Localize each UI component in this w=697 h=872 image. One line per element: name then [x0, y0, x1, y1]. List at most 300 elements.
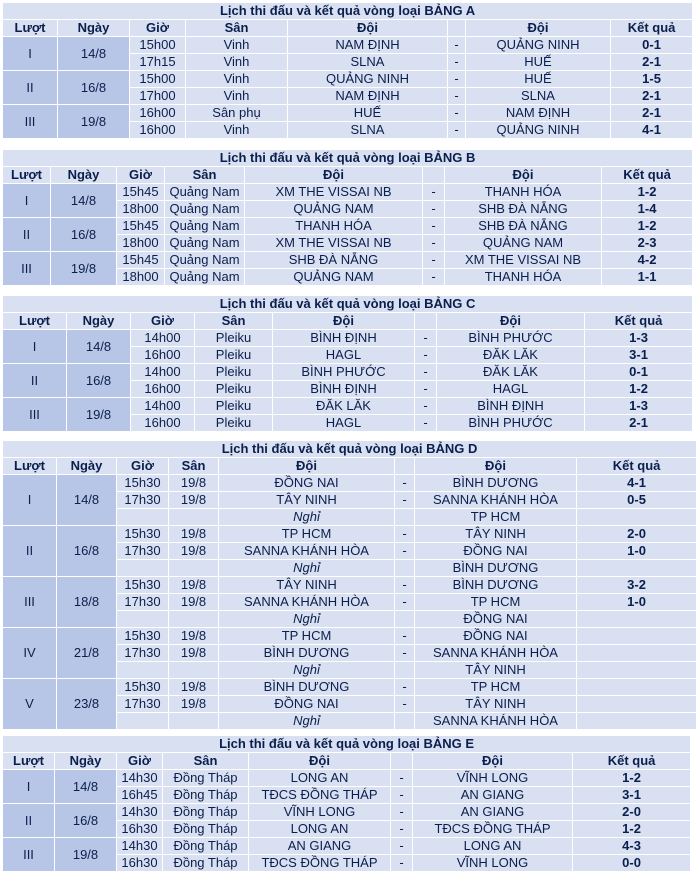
away-team-cell: ĐĂK LĂK	[437, 347, 585, 364]
dash-cell: -	[448, 122, 466, 139]
dash-cell: -	[395, 526, 415, 543]
header-row	[3, 20, 693, 37]
dash-cell	[395, 662, 415, 679]
time-cell: 14h30	[117, 804, 163, 821]
time-cell: 14h00	[131, 398, 195, 415]
result-cell: 4-1	[611, 122, 693, 139]
home-team-cell: HUẾ	[288, 105, 448, 122]
away-team-cell: ĐĂK LĂK	[437, 364, 585, 381]
away-team-cell: BÌNH ĐỊNH	[437, 398, 585, 415]
header-venue: Sân	[165, 167, 245, 184]
date-cell: 16/8	[67, 364, 131, 398]
away-team-cell: ĐỒNG NAI	[415, 611, 577, 628]
time-cell	[117, 611, 169, 628]
result-cell: 1-2	[573, 770, 691, 787]
away-team-cell: SHB ĐÀ NẴNG	[445, 218, 602, 235]
header-time: Giờ	[130, 20, 186, 37]
header-result: Kết quả	[577, 458, 697, 475]
time-cell: 18h00	[117, 201, 165, 218]
dash-cell: -	[391, 787, 413, 804]
group-title-row	[3, 3, 693, 20]
result-cell	[577, 611, 697, 628]
venue-cell: 19/8	[169, 696, 219, 713]
result-cell: 0-1	[611, 37, 693, 54]
result-cell: 2-1	[611, 88, 693, 105]
dash-cell: -	[395, 645, 415, 662]
header-row	[3, 753, 691, 770]
header-time: Giờ	[131, 313, 195, 330]
header-date: Ngày	[58, 20, 130, 37]
date-cell: 19/8	[58, 105, 130, 139]
time-cell: 14h30	[117, 838, 163, 855]
header-dash	[391, 753, 413, 770]
away-team-cell: HAGL	[437, 381, 585, 398]
home-team-cell: BÌNH ĐỊNH	[273, 330, 415, 347]
home-team-cell: ĐĂK LĂK	[273, 398, 415, 415]
result-cell: 1-3	[585, 330, 693, 347]
round-cell: III	[3, 105, 58, 139]
match-row	[3, 364, 693, 381]
venue-cell: 19/8	[169, 492, 219, 509]
away-team-cell: NAM ĐỊNH	[466, 105, 611, 122]
home-team-cell: NAM ĐỊNH	[288, 37, 448, 54]
away-team-cell: QUẢNG NINH	[466, 122, 611, 139]
group-table	[2, 2, 693, 139]
dash-cell: -	[391, 770, 413, 787]
dash-cell: -	[423, 235, 445, 252]
match-row	[3, 838, 691, 855]
away-team-cell: TP HCM	[415, 679, 577, 696]
date-cell: 14/8	[58, 37, 130, 71]
match-row	[3, 475, 697, 492]
away-team-cell: ĐỒNG NAI	[415, 543, 577, 560]
away-team-cell: XM THE VISSAI NB	[445, 252, 602, 269]
time-cell: 16h00	[130, 122, 186, 139]
round-cell: II	[3, 71, 58, 105]
home-team-cell: XM THE VISSAI NB	[245, 184, 423, 201]
venue-cell: Vinh	[186, 88, 288, 105]
home-team-cell: THANH HÓA	[245, 218, 423, 235]
venue-cell: Pleiku	[195, 415, 273, 432]
away-team-cell: HUẾ	[466, 54, 611, 71]
dash-cell: -	[395, 679, 415, 696]
header-team-home: Đội	[219, 458, 395, 475]
result-cell: 1-2	[602, 184, 693, 201]
dash-cell: -	[415, 364, 437, 381]
result-cell: 3-1	[585, 347, 693, 364]
venue-cell: Quảng Nam	[165, 235, 245, 252]
header-row	[3, 458, 697, 475]
home-team-cell: SHB ĐÀ NẴNG	[245, 252, 423, 269]
round-cell: I	[3, 770, 55, 804]
home-team-cell: BÌNH DƯƠNG	[219, 679, 395, 696]
group-title: Lịch thi đấu và kết quả vòng loại BẢNG D	[3, 441, 697, 458]
venue-cell: Quảng Nam	[165, 184, 245, 201]
date-cell: 16/8	[55, 804, 117, 838]
home-team-cell: QUẢNG NAM	[245, 201, 423, 218]
time-cell: 18h00	[117, 235, 165, 252]
match-row	[3, 804, 691, 821]
match-row	[3, 679, 697, 696]
venue-cell: Quảng Nam	[165, 201, 245, 218]
home-team-cell: QUẢNG NINH	[288, 71, 448, 88]
time-cell: 16h00	[131, 415, 195, 432]
group-title-row	[3, 150, 693, 167]
venue-cell: Pleiku	[195, 381, 273, 398]
header-dash	[423, 167, 445, 184]
match-row	[3, 330, 693, 347]
result-cell	[577, 713, 697, 730]
round-cell: III	[3, 252, 51, 286]
dash-cell: -	[448, 88, 466, 105]
dash-cell: -	[395, 492, 415, 509]
header-time: Giờ	[117, 458, 169, 475]
header-result: Kết quả	[573, 753, 691, 770]
venue-cell: Vinh	[186, 71, 288, 88]
time-cell: 16h30	[117, 821, 163, 838]
group-title: Lịch thi đấu và kết quả vòng loại BẢNG E	[3, 736, 691, 753]
time-cell: 15h45	[117, 184, 165, 201]
header-team-home: Đội	[249, 753, 391, 770]
header-round: Lượt	[3, 458, 57, 475]
dash-cell: -	[423, 184, 445, 201]
dash-cell: -	[391, 838, 413, 855]
header-team-away: Đội	[437, 313, 585, 330]
dash-cell: -	[395, 696, 415, 713]
result-cell: 2-1	[585, 415, 693, 432]
round-cell: III	[3, 577, 57, 628]
header-date: Ngày	[57, 458, 117, 475]
home-team-cell: Nghỉ	[219, 560, 395, 577]
result-cell: 1-1	[602, 269, 693, 286]
venue-cell: Vinh	[186, 54, 288, 71]
header-team-home: Đội	[273, 313, 415, 330]
away-team-cell: TÂY NINH	[415, 696, 577, 713]
match-row	[3, 252, 693, 269]
time-cell: 15h30	[117, 475, 169, 492]
group-title-row	[3, 736, 691, 753]
away-team-cell: TP HCM	[415, 509, 577, 526]
home-team-cell: HAGL	[273, 347, 415, 364]
date-cell: 18/8	[57, 577, 117, 628]
result-cell: 2-0	[573, 804, 691, 821]
time-cell: 16h00	[130, 105, 186, 122]
home-team-cell: TP HCM	[219, 526, 395, 543]
dash-cell: -	[395, 543, 415, 560]
venue-cell: Vinh	[186, 37, 288, 54]
result-cell	[577, 662, 697, 679]
result-cell: 0-1	[585, 364, 693, 381]
home-team-cell: ĐỒNG NAI	[219, 475, 395, 492]
dash-cell: -	[395, 628, 415, 645]
header-row	[3, 167, 693, 184]
group-table	[2, 735, 691, 872]
round-cell: I	[3, 37, 58, 71]
home-team-cell: TÂY NINH	[219, 492, 395, 509]
home-team-cell: Nghỉ	[219, 611, 395, 628]
home-team-cell: AN GIANG	[249, 838, 391, 855]
date-cell: 21/8	[57, 628, 117, 679]
header-result: Kết quả	[602, 167, 693, 184]
date-cell: 16/8	[58, 71, 130, 105]
away-team-cell: TÂY NINH	[415, 526, 577, 543]
round-cell: II	[3, 804, 55, 838]
round-cell: II	[3, 218, 51, 252]
result-cell: 1-3	[585, 398, 693, 415]
time-cell	[117, 509, 169, 526]
venue-cell: Vinh	[186, 122, 288, 139]
match-row	[3, 577, 697, 594]
venue-cell: Quảng Nam	[165, 269, 245, 286]
header-time: Giờ	[117, 167, 165, 184]
header-venue: Sân	[195, 313, 273, 330]
time-cell: 15h30	[117, 679, 169, 696]
result-cell: 2-1	[611, 105, 693, 122]
dash-cell: -	[448, 54, 466, 71]
time-cell: 16h00	[131, 381, 195, 398]
date-cell: 23/8	[57, 679, 117, 730]
group-title: Lịch thi đấu và kết quả vòng loại BẢNG C	[3, 296, 693, 313]
dash-cell: -	[395, 475, 415, 492]
group-title: Lịch thi đấu và kết quả vòng loại BẢNG A	[3, 3, 693, 20]
round-cell: I	[3, 330, 67, 364]
dash-cell	[395, 611, 415, 628]
time-cell	[117, 713, 169, 730]
home-team-cell: ĐỒNG NAI	[219, 696, 395, 713]
venue-cell: Quảng Nam	[165, 252, 245, 269]
away-team-cell: BÌNH DƯƠNG	[415, 577, 577, 594]
match-row	[3, 398, 693, 415]
venue-cell: Quảng Nam	[165, 218, 245, 235]
result-cell: 2-3	[602, 235, 693, 252]
time-cell: 16h30	[117, 855, 163, 872]
match-row	[3, 218, 693, 235]
away-team-cell: LONG AN	[413, 838, 573, 855]
venue-cell: 19/8	[169, 543, 219, 560]
venue-cell	[169, 560, 219, 577]
header-time: Giờ	[117, 753, 163, 770]
home-team-cell: Nghỉ	[219, 713, 395, 730]
dash-cell: -	[415, 415, 437, 432]
venue-cell: 19/8	[169, 628, 219, 645]
time-cell: 15h30	[117, 628, 169, 645]
result-cell: 1-0	[577, 543, 697, 560]
match-row	[3, 526, 697, 543]
match-row	[3, 770, 691, 787]
away-team-cell: SANNA KHÁNH HÒA	[415, 645, 577, 662]
group-title: Lịch thi đấu và kết quả vòng loại BẢNG B	[3, 150, 693, 167]
date-cell: 19/8	[67, 398, 131, 432]
time-cell: 15h00	[130, 71, 186, 88]
away-team-cell: BÌNH PHƯỚC	[437, 330, 585, 347]
header-dash	[395, 458, 415, 475]
time-cell: 17h15	[130, 54, 186, 71]
away-team-cell: AN GIANG	[413, 804, 573, 821]
home-team-cell: BÌNH ĐỊNH	[273, 381, 415, 398]
away-team-cell: ĐỒNG NAI	[415, 628, 577, 645]
away-team-cell: SANNA KHÁNH HÒA	[415, 713, 577, 730]
result-cell: 1-5	[611, 71, 693, 88]
venue-cell: Đồng Tháp	[163, 855, 249, 872]
dash-cell: -	[423, 218, 445, 235]
header-date: Ngày	[67, 313, 131, 330]
dash-cell: -	[415, 398, 437, 415]
time-cell: 14h30	[117, 770, 163, 787]
date-cell: 19/8	[51, 252, 117, 286]
venue-cell: Pleiku	[195, 330, 273, 347]
home-team-cell: SANNA KHÁNH HÒA	[219, 594, 395, 611]
time-cell: 14h00	[131, 330, 195, 347]
round-cell: III	[3, 398, 67, 432]
away-team-cell: VĨNH LONG	[413, 770, 573, 787]
result-cell: 0-5	[577, 492, 697, 509]
venue-cell: Đồng Tháp	[163, 821, 249, 838]
venue-cell: Đồng Tháp	[163, 787, 249, 804]
away-team-cell: SHB ĐÀ NẴNG	[445, 201, 602, 218]
result-cell	[577, 679, 697, 696]
away-team-cell: QUẢNG NINH	[466, 37, 611, 54]
header-round: Lượt	[3, 20, 58, 37]
header-result: Kết quả	[585, 313, 693, 330]
match-row	[3, 37, 693, 54]
result-cell	[577, 628, 697, 645]
date-cell: 14/8	[51, 184, 117, 218]
venue-cell: 19/8	[169, 526, 219, 543]
home-team-cell: LONG AN	[249, 821, 391, 838]
result-cell: 1-2	[585, 381, 693, 398]
header-dash	[448, 20, 466, 37]
venue-cell: Đồng Tháp	[163, 804, 249, 821]
header-team-home: Đội	[245, 167, 423, 184]
venue-cell	[169, 713, 219, 730]
dash-cell	[395, 713, 415, 730]
dash-cell: -	[423, 201, 445, 218]
venue-cell	[169, 662, 219, 679]
away-team-cell: BÌNH PHƯỚC	[437, 415, 585, 432]
venue-cell	[169, 509, 219, 526]
date-cell: 14/8	[67, 330, 131, 364]
home-team-cell: SLNA	[288, 122, 448, 139]
date-cell: 14/8	[55, 770, 117, 804]
result-cell: 1-0	[577, 594, 697, 611]
result-cell: 3-1	[573, 787, 691, 804]
dash-cell: -	[395, 594, 415, 611]
home-team-cell: TÂY NINH	[219, 577, 395, 594]
away-team-cell: THANH HÓA	[445, 184, 602, 201]
venue-cell: Pleiku	[195, 398, 273, 415]
time-cell: 17h00	[130, 88, 186, 105]
result-cell: 4-3	[573, 838, 691, 855]
home-team-cell: BÌNH PHƯỚC	[273, 364, 415, 381]
round-cell: III	[3, 838, 55, 872]
home-team-cell: VĨNH LONG	[249, 804, 391, 821]
dash-cell: -	[448, 37, 466, 54]
result-cell: 4-2	[602, 252, 693, 269]
header-result: Kết quả	[611, 20, 693, 37]
group-title-row	[3, 441, 697, 458]
header-date: Ngày	[55, 753, 117, 770]
round-cell: I	[3, 475, 57, 526]
away-team-cell: VĨNH LONG	[413, 855, 573, 872]
away-team-cell: TÂY NINH	[415, 662, 577, 679]
away-team-cell: SANNA KHÁNH HÒA	[415, 492, 577, 509]
venue-cell: 19/8	[169, 645, 219, 662]
round-cell: I	[3, 184, 51, 218]
time-cell: 15h45	[117, 252, 165, 269]
header-venue: Sân	[186, 20, 288, 37]
dash-cell: -	[423, 252, 445, 269]
result-cell	[577, 645, 697, 662]
result-cell: 2-0	[577, 526, 697, 543]
home-team-cell: TĐCS ĐỒNG THÁP	[249, 787, 391, 804]
venue-cell: Đồng Tháp	[163, 770, 249, 787]
away-team-cell: TP HCM	[415, 594, 577, 611]
header-team-away: Đội	[415, 458, 577, 475]
date-cell: 14/8	[57, 475, 117, 526]
result-cell: 1-2	[602, 218, 693, 235]
time-cell: 16h00	[131, 347, 195, 364]
header-team-away: Đội	[413, 753, 573, 770]
match-row	[3, 105, 693, 122]
venue-cell: 19/8	[169, 475, 219, 492]
away-team-cell: QUẢNG NAM	[445, 235, 602, 252]
dash-cell	[395, 509, 415, 526]
result-cell: 4-1	[577, 475, 697, 492]
result-cell	[577, 696, 697, 713]
away-team-cell: BÌNH DƯƠNG	[415, 560, 577, 577]
header-round: Lượt	[3, 167, 51, 184]
match-row	[3, 71, 693, 88]
match-row	[3, 628, 697, 645]
dash-cell: -	[391, 804, 413, 821]
time-cell: 15h00	[130, 37, 186, 54]
dash-cell: -	[415, 381, 437, 398]
header-team-away: Đội	[445, 167, 602, 184]
away-team-cell: SLNA	[466, 88, 611, 105]
header-row	[3, 313, 693, 330]
away-team-cell: BÌNH DƯƠNG	[415, 475, 577, 492]
date-cell: 16/8	[57, 526, 117, 577]
header-venue: Sân	[169, 458, 219, 475]
result-cell	[577, 509, 697, 526]
group-table	[2, 295, 693, 432]
result-cell: 2-1	[611, 54, 693, 71]
header-round: Lượt	[3, 313, 67, 330]
header-round: Lượt	[3, 753, 55, 770]
date-cell: 16/8	[51, 218, 117, 252]
header-dash	[415, 313, 437, 330]
time-cell: 17h30	[117, 696, 169, 713]
round-cell: IV	[3, 628, 57, 679]
home-team-cell: SLNA	[288, 54, 448, 71]
home-team-cell: BÌNH DƯƠNG	[219, 645, 395, 662]
result-cell: 3-2	[577, 577, 697, 594]
venue-cell: 19/8	[169, 577, 219, 594]
date-cell: 19/8	[55, 838, 117, 872]
time-cell: 15h30	[117, 577, 169, 594]
dash-cell	[395, 560, 415, 577]
venue-cell: Sân phụ	[186, 105, 288, 122]
dash-cell: -	[448, 71, 466, 88]
dash-cell: -	[448, 105, 466, 122]
round-cell: V	[3, 679, 57, 730]
away-team-cell: HUẾ	[466, 71, 611, 88]
home-team-cell: SANNA KHÁNH HÒA	[219, 543, 395, 560]
result-cell: 1-4	[602, 201, 693, 218]
away-team-cell: AN GIANG	[413, 787, 573, 804]
dash-cell: -	[423, 269, 445, 286]
dash-cell: -	[391, 855, 413, 872]
